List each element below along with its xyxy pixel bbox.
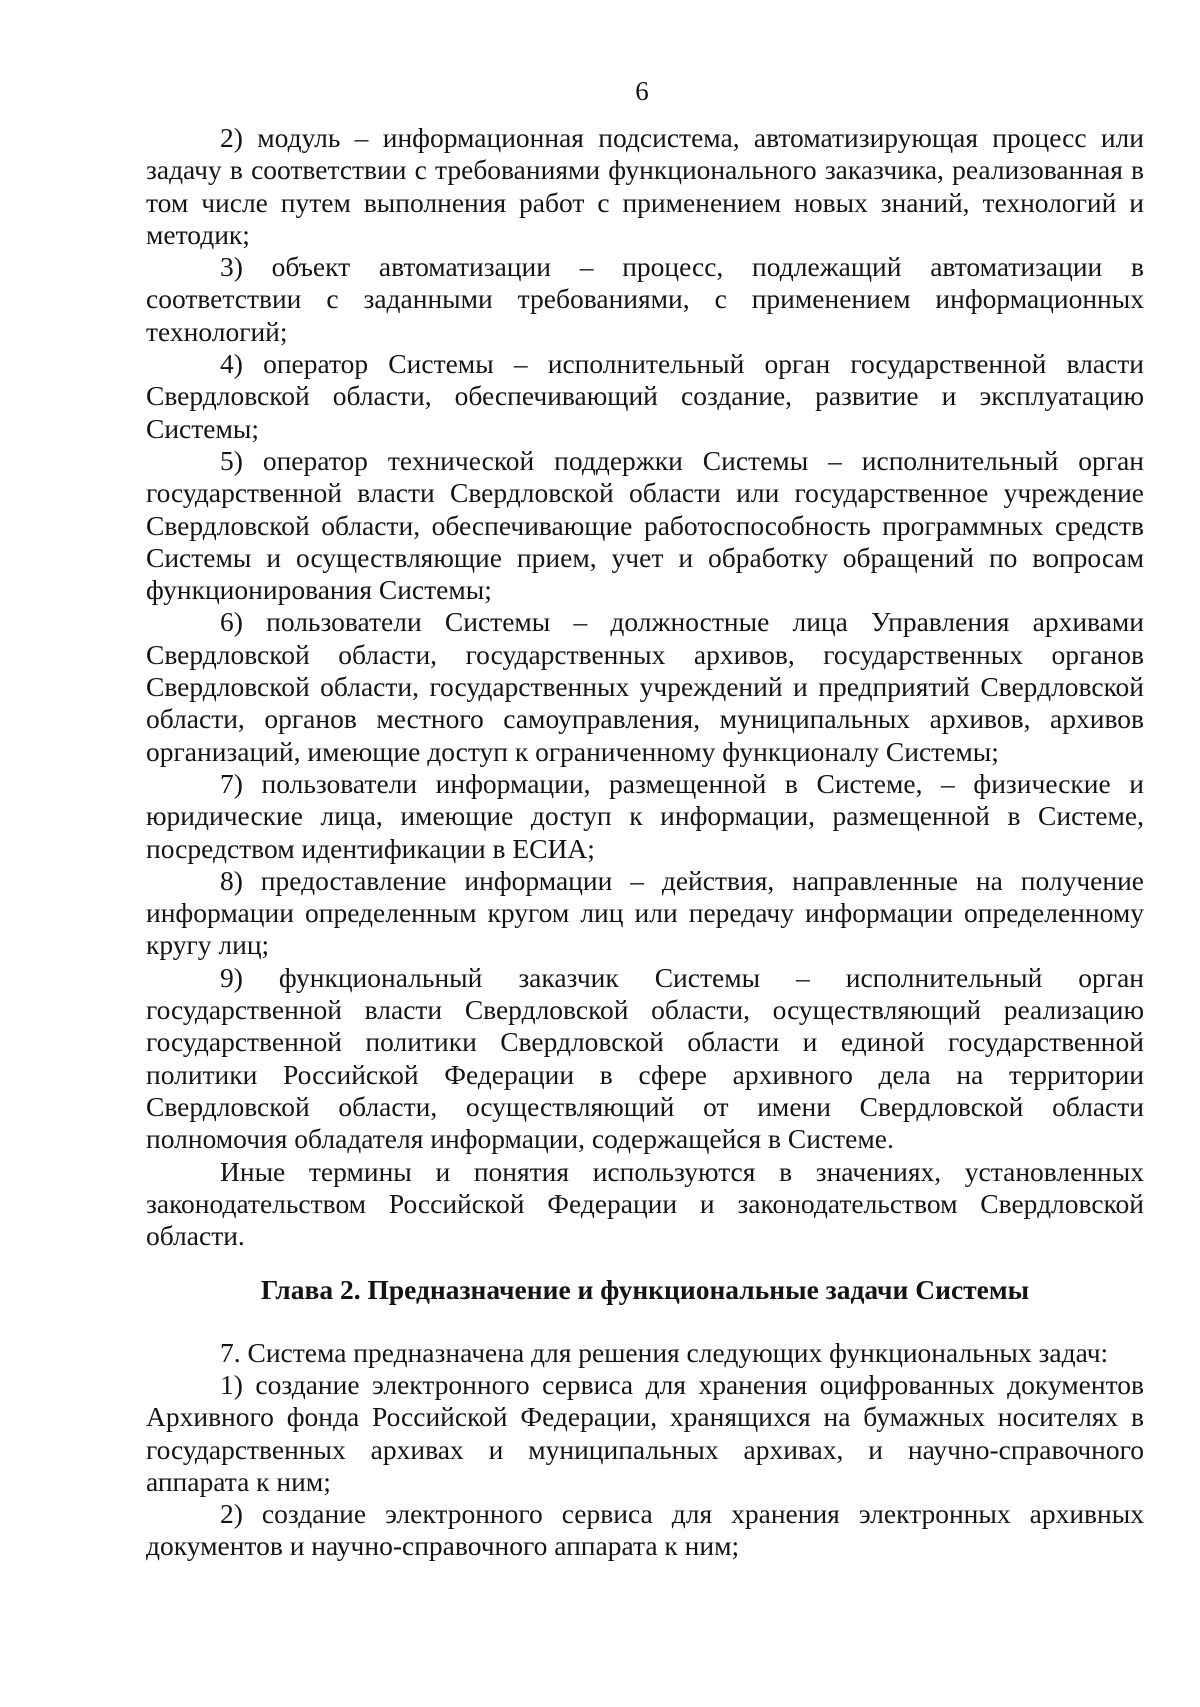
definition-item-5: 5) оператор технической поддержки Системы – исполнительный орган государственной власти Свердловской области или государственное учреждение Свердловской области, обеспечивающие работоспособность программных средств Системы и осуществляющие прием, учет и обработку обращений по вопросам функционирования Системы; — [146, 444, 1144, 606]
definition-item-9: 9) функциональный заказчик Системы – исполнительный орган государственной власти Свердловской области, осуществляющий реализацию государственной политики Свердловской области и единой государственной политики Российской Федерации в сфере архивного дела на территории Свердловской области, осуществляющий от имени Свердловской области полномочия обладателя информации, содержащейся в Системе. — [146, 961, 1144, 1155]
definition-item-7: 7) пользователи информации, размещенной в Системе, – физические и юридические лица, имеющие доступ к информации, размещенной в Системе, посредством идентификации в ЕСИА; — [146, 767, 1144, 864]
definition-item-6: 6) пользователи Системы – должностные лица Управления архивами Свердловской области, государственных архивов, государственных органов Свердловской области, государственных учреждений и предприятий Свердловской области, органов местного самоуправления, муниципальных архивов, архивов организаций, имеющие доступ к ограниченному функционалу Системы; — [146, 606, 1144, 767]
definition-item-4: 4) оператор Системы – исполнительный орган государственной власти Свердловской области, обеспечивающий создание, развитие и эксплуатацию Системы; — [146, 348, 1144, 444]
chapter-heading: Глава 2. Предназначение и функциональные задачи Системы — [260, 1274, 1030, 1306]
definition-item-8: 8) предоставление информации – действия, направленные на получение информации определенным кругом лиц или передачу информации определенному кругу лиц; — [146, 864, 1144, 961]
other-terms-paragraph: Иные термины и понятия используются в значениях, установленных законодательством Российской Федерации и законодательством Свердловской области. — [146, 1155, 1144, 1252]
definition-item-3: 3) объект автоматизации – процесс, подлежащий автоматизации в соответствии с заданными требованиями, с применением информационных технологий; — [146, 251, 1144, 347]
document-body — [146, 122, 1144, 1563]
task-item-1: 1) создание электронного сервиса для хранения оцифрованных документов Архивного фонда Российской Федерации, хранящихся на бумажных носителях в государственных архивах и муниципальных архивах, и научно-справочного аппарата к ним; — [146, 1368, 1144, 1497]
section-7-intro: 7. Система предназначена для решения следующих функциональных задач: — [220, 1336, 1109, 1368]
task-item-2: 2) создание электронного сервиса для хранения электронных архивных документов и научно-справочного аппарата к ним; — [146, 1498, 1144, 1562]
page-number: 6 — [635, 76, 649, 106]
definition-item-2: 2) модуль – информационная подсистема, автоматизирующая процесс или задачу в соответствии с требованиями функционального заказчика, реализованная в том числе путем выполнения работ с применением новых знаний, технологий и методик; — [146, 122, 1144, 250]
